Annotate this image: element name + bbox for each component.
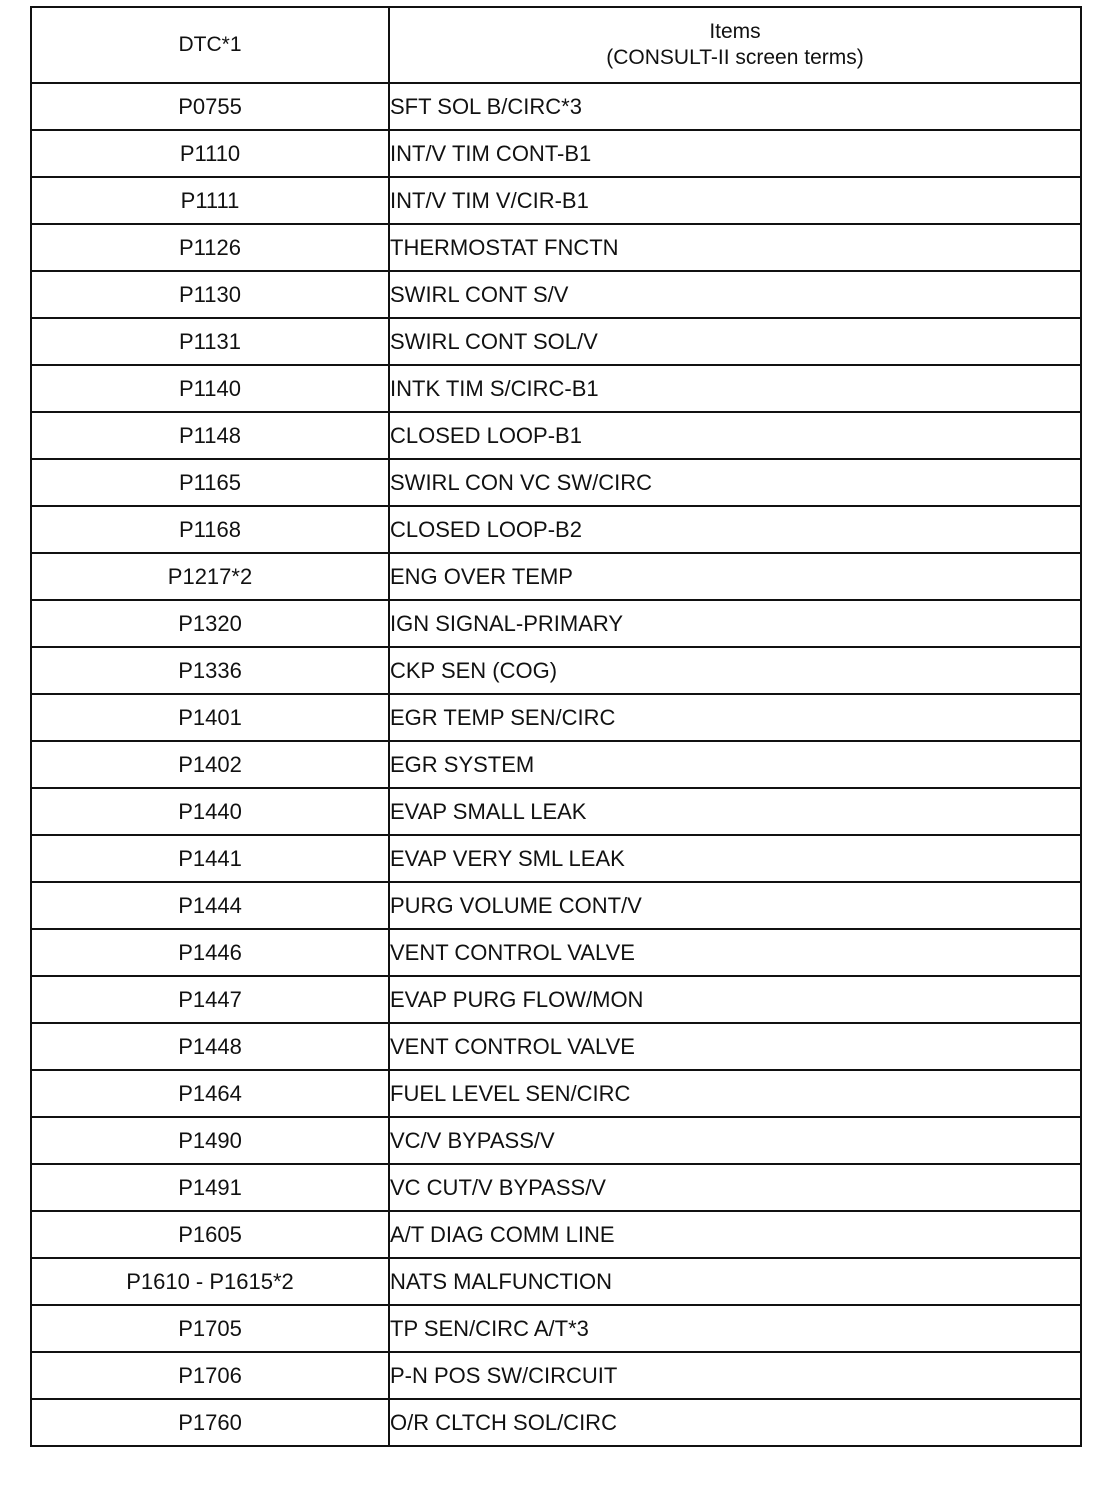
consult-item-cell: EGR TEMP SEN/CIRC [389, 694, 1081, 741]
dtc-code-cell: P1464 [31, 1070, 389, 1117]
dtc-code-cell: P1441 [31, 835, 389, 882]
table-row [31, 1305, 1081, 1352]
dtc-code-cell: P1448 [31, 1023, 389, 1070]
table-row [31, 976, 1081, 1023]
dtc-code-cell: P1705 [31, 1305, 389, 1352]
dtc-code-cell: P1401 [31, 694, 389, 741]
dtc-code-cell: P1491 [31, 1164, 389, 1211]
table-row [31, 1399, 1081, 1446]
consult-item-cell: P-N POS SW/CIRCUIT [389, 1352, 1081, 1399]
consult-item-cell: SWIRL CONT SOL/V [389, 318, 1081, 365]
table-row [31, 271, 1081, 318]
dtc-code-cell: P1320 [31, 600, 389, 647]
dtc-code-cell: P1610 - P1615*2 [31, 1258, 389, 1305]
table-row [31, 788, 1081, 835]
consult-item-cell: EVAP SMALL LEAK [389, 788, 1081, 835]
dtc-document [30, 6, 1080, 1492]
table-row [31, 929, 1081, 976]
dtc-code-cell: P0755 [31, 83, 389, 130]
table-row [31, 835, 1081, 882]
consult-item-cell: INT/V TIM CONT-B1 [389, 130, 1081, 177]
dtc-code-cell: P1148 [31, 412, 389, 459]
table-row [31, 1117, 1081, 1164]
dtc-code-cell: P1140 [31, 365, 389, 412]
consult-item-cell: SWIRL CONT S/V [389, 271, 1081, 318]
dtc-table [30, 6, 1082, 1447]
header-items-subtitle: (CONSULT-II screen terms) [606, 46, 864, 69]
dtc-code-cell: P1165 [31, 459, 389, 506]
table-row [31, 177, 1081, 224]
consult-item-cell: INT/V TIM V/CIR-B1 [389, 177, 1081, 224]
table-row [31, 1023, 1081, 1070]
table-row [31, 224, 1081, 271]
consult-item-cell: CLOSED LOOP-B1 [389, 412, 1081, 459]
table-row [31, 318, 1081, 365]
table-row [31, 600, 1081, 647]
table-body [31, 83, 1081, 1446]
table-row [31, 1070, 1081, 1117]
consult-item-cell: PURG VOLUME CONT/V [389, 882, 1081, 929]
dtc-code-cell: P1447 [31, 976, 389, 1023]
table-header-row [31, 7, 1081, 83]
dtc-code-cell: P1168 [31, 506, 389, 553]
table-row [31, 83, 1081, 130]
consult-item-cell: ENG OVER TEMP [389, 553, 1081, 600]
dtc-code-cell: P1217*2 [31, 553, 389, 600]
consult-item-cell: TP SEN/CIRC A/T*3 [389, 1305, 1081, 1352]
table-row [31, 365, 1081, 412]
consult-item-cell: CLOSED LOOP-B2 [389, 506, 1081, 553]
header-items [389, 7, 1081, 83]
consult-item-cell: VC CUT/V BYPASS/V [389, 1164, 1081, 1211]
consult-item-cell: EGR SYSTEM [389, 741, 1081, 788]
table-row [31, 694, 1081, 741]
dtc-code-cell: P1336 [31, 647, 389, 694]
table-row [31, 506, 1081, 553]
consult-item-cell: CKP SEN (COG) [389, 647, 1081, 694]
dtc-code-cell: P1402 [31, 741, 389, 788]
table-row [31, 1211, 1081, 1258]
consult-item-cell: EVAP PURG FLOW/MON [389, 976, 1081, 1023]
dtc-code-cell: P1605 [31, 1211, 389, 1258]
table-row [31, 647, 1081, 694]
dtc-code-cell: P1440 [31, 788, 389, 835]
dtc-code-cell: P1110 [31, 130, 389, 177]
consult-item-cell: FUEL LEVEL SEN/CIRC [389, 1070, 1081, 1117]
dtc-code-cell: P1446 [31, 929, 389, 976]
table-row [31, 741, 1081, 788]
consult-item-cell: SFT SOL B/CIRC*3 [389, 83, 1081, 130]
table-row [31, 1258, 1081, 1305]
consult-item-cell: O/R CLTCH SOL/CIRC [389, 1399, 1081, 1446]
dtc-code-cell: P1126 [31, 224, 389, 271]
dtc-code-cell: P1706 [31, 1352, 389, 1399]
consult-item-cell: INTK TIM S/CIRC-B1 [389, 365, 1081, 412]
dtc-code-cell: P1444 [31, 882, 389, 929]
consult-item-cell: VENT CONTROL VALVE [389, 1023, 1081, 1070]
dtc-code-cell: P1111 [31, 177, 389, 224]
consult-item-cell: SWIRL CON VC SW/CIRC [389, 459, 1081, 506]
table-row [31, 1352, 1081, 1399]
consult-item-cell: A/T DIAG COMM LINE [389, 1211, 1081, 1258]
dtc-code-cell: P1131 [31, 318, 389, 365]
dtc-code-cell: P1130 [31, 271, 389, 318]
dtc-code-cell: P1760 [31, 1399, 389, 1446]
table-row [31, 553, 1081, 600]
table-row [31, 459, 1081, 506]
consult-item-cell: IGN SIGNAL-PRIMARY [389, 600, 1081, 647]
consult-item-cell: THERMOSTAT FNCTN [389, 224, 1081, 271]
consult-item-cell: EVAP VERY SML LEAK [389, 835, 1081, 882]
table-row [31, 1164, 1081, 1211]
dtc-code-cell: P1490 [31, 1117, 389, 1164]
table-row [31, 412, 1081, 459]
consult-item-cell: NATS MALFUNCTION [389, 1258, 1081, 1305]
table-row [31, 130, 1081, 177]
header-items-title: Items [709, 20, 761, 43]
consult-item-cell: VC/V BYPASS/V [389, 1117, 1081, 1164]
header-dtc: DTC*1 [31, 7, 389, 83]
table-row [31, 882, 1081, 929]
consult-item-cell: VENT CONTROL VALVE [389, 929, 1081, 976]
